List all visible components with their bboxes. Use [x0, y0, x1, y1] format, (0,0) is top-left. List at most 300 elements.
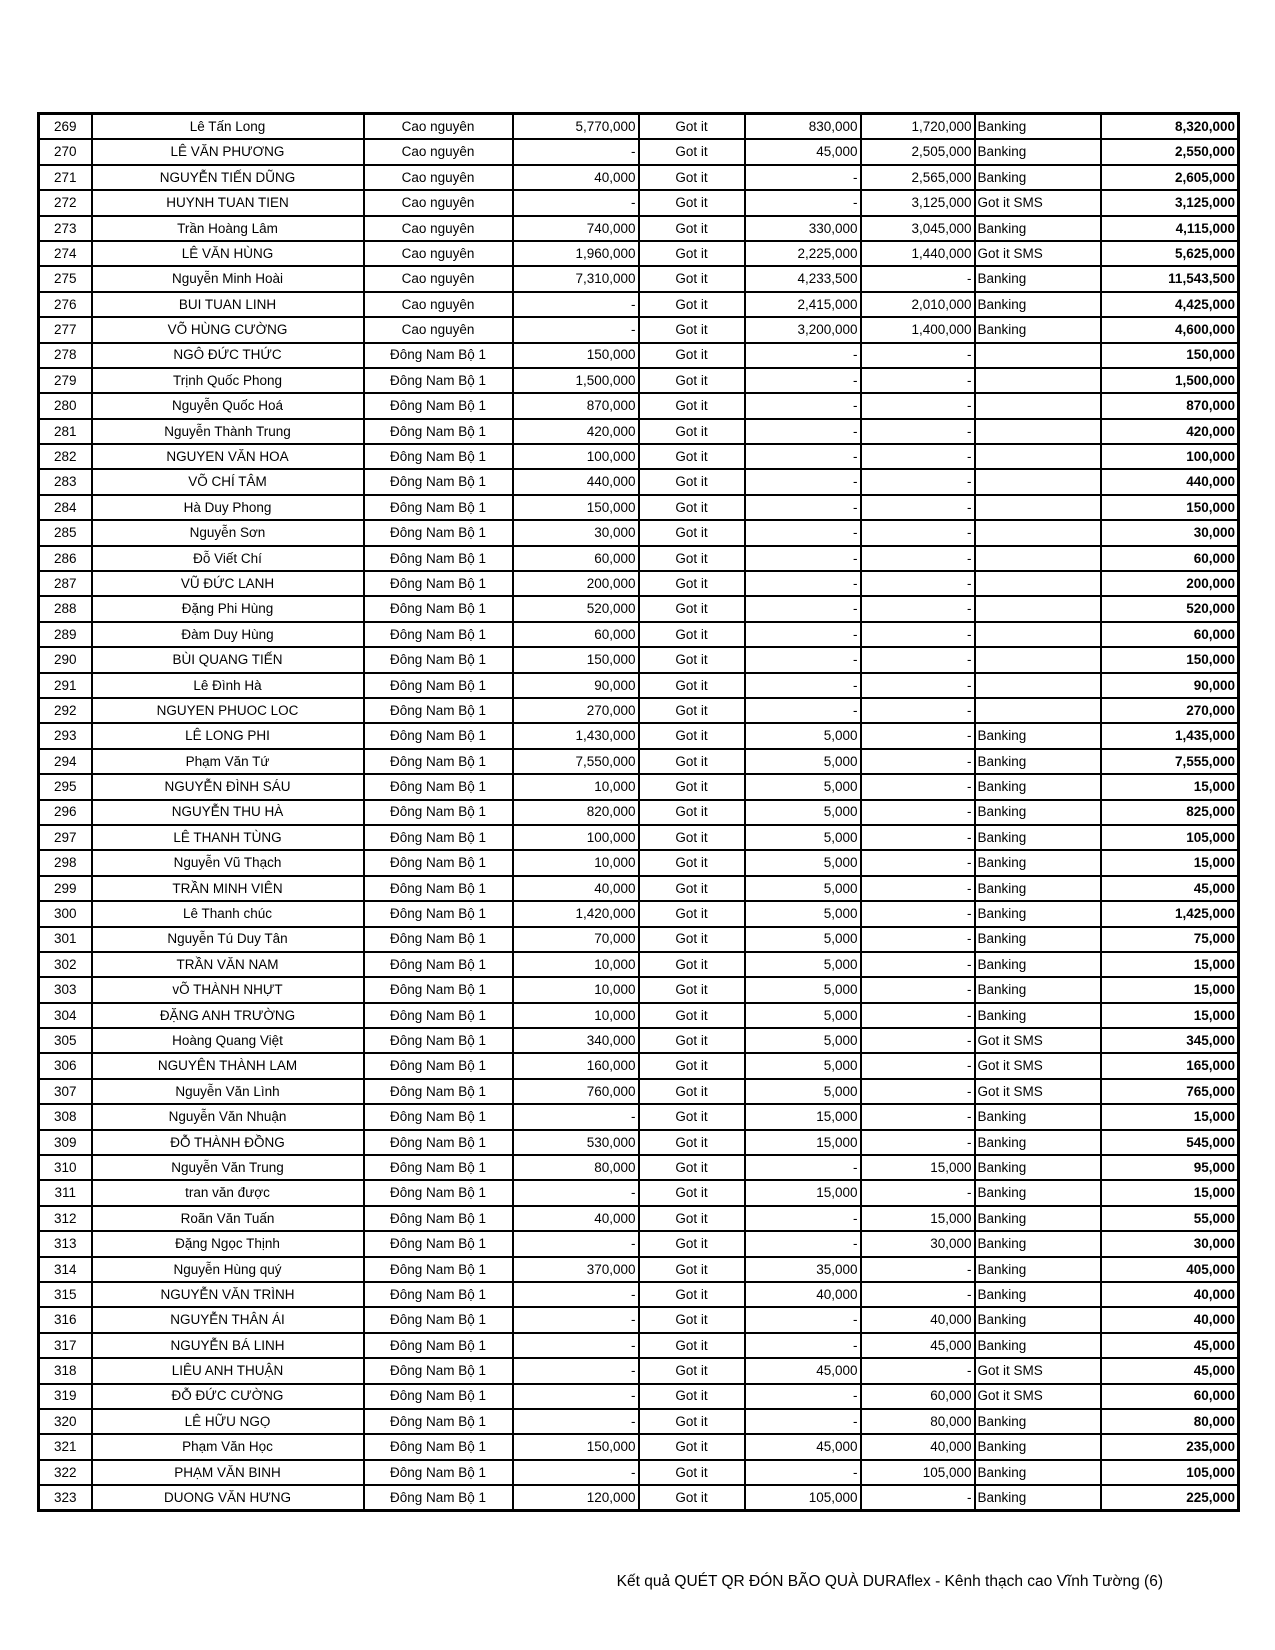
amount-3-cell: 3,045,000 — [861, 216, 975, 241]
total-cell: 270,000 — [1101, 698, 1239, 723]
total-cell: 45,000 — [1101, 1358, 1239, 1383]
channel-cell: Banking — [975, 1460, 1101, 1485]
status-cell: Got it — [639, 520, 745, 545]
channel-cell: Banking — [975, 1206, 1101, 1231]
amount-2-cell: 15,000 — [745, 1104, 861, 1129]
region-cell: Cao nguyên — [364, 317, 513, 342]
amount-3-cell: 1,400,000 — [861, 317, 975, 342]
region-cell: Đông Nam Bộ 1 — [364, 1003, 513, 1028]
amount-1-cell: 150,000 — [513, 647, 639, 672]
amount-1-cell: 80,000 — [513, 1155, 639, 1180]
channel-cell — [975, 393, 1101, 418]
amount-2-cell: 15,000 — [745, 1130, 861, 1155]
name-cell: TRẦN VĂN NAM — [92, 952, 364, 977]
amount-3-cell: - — [861, 444, 975, 469]
table-row — [39, 673, 1239, 698]
amount-3-cell: - — [861, 343, 975, 368]
status-cell: Got it — [639, 1333, 745, 1358]
amount-3-cell: - — [861, 952, 975, 977]
status-cell: Got it — [639, 1282, 745, 1307]
table-row — [39, 1231, 1239, 1256]
row-number-cell: 279 — [39, 368, 92, 393]
status-cell: Got it — [639, 317, 745, 342]
status-cell: Got it — [639, 368, 745, 393]
total-cell: 8,320,000 — [1101, 114, 1239, 140]
name-cell: NGUYÊN THÀNH LAM — [92, 1053, 364, 1078]
amount-3-cell: - — [861, 495, 975, 520]
channel-cell: Banking — [975, 1257, 1101, 1282]
row-number-cell: 314 — [39, 1257, 92, 1282]
table-row — [39, 546, 1239, 571]
status-cell: Got it — [639, 749, 745, 774]
total-cell: 765,000 — [1101, 1079, 1239, 1104]
name-cell: Nguyễn Vũ Thạch — [92, 850, 364, 875]
region-cell: Đông Nam Bộ 1 — [364, 927, 513, 952]
region-cell: Cao nguyên — [364, 190, 513, 215]
status-cell: Got it — [639, 292, 745, 317]
amount-3-cell: - — [861, 622, 975, 647]
channel-cell: Banking — [975, 1155, 1101, 1180]
amount-3-cell: - — [861, 368, 975, 393]
table-row — [39, 165, 1239, 190]
channel-cell: Banking — [975, 977, 1101, 1002]
status-cell: Got it — [639, 1434, 745, 1459]
status-cell: Got it — [639, 774, 745, 799]
channel-cell: Banking — [975, 317, 1101, 342]
row-number-cell: 288 — [39, 596, 92, 621]
table-row — [39, 1104, 1239, 1129]
region-cell: Đông Nam Bộ 1 — [364, 495, 513, 520]
name-cell: LÊ THANH TÙNG — [92, 825, 364, 850]
status-cell: Got it — [639, 1384, 745, 1409]
channel-cell: Got it SMS — [975, 1384, 1101, 1409]
amount-2-cell: - — [745, 622, 861, 647]
region-cell: Đông Nam Bộ 1 — [364, 546, 513, 571]
row-number-cell: 272 — [39, 190, 92, 215]
table-row — [39, 444, 1239, 469]
status-cell: Got it — [639, 1409, 745, 1434]
name-cell: Nguyễn Hùng quý — [92, 1257, 364, 1282]
amount-2-cell: 5,000 — [745, 927, 861, 952]
name-cell: Hà Duy Phong — [92, 495, 364, 520]
name-cell: DUONG VĂN HƯNG — [92, 1485, 364, 1511]
status-cell: Got it — [639, 216, 745, 241]
status-cell: Got it — [639, 1155, 745, 1180]
status-cell: Got it — [639, 673, 745, 698]
table-row — [39, 317, 1239, 342]
region-cell: Đông Nam Bộ 1 — [364, 1485, 513, 1511]
amount-2-cell: 830,000 — [745, 114, 861, 140]
amount-3-cell: 1,720,000 — [861, 114, 975, 140]
name-cell: tran văn được — [92, 1180, 364, 1205]
channel-cell: Banking — [975, 1003, 1101, 1028]
region-cell: Đông Nam Bộ 1 — [364, 774, 513, 799]
name-cell: NGUYEN VĂN HOA — [92, 444, 364, 469]
amount-1-cell: 740,000 — [513, 216, 639, 241]
amount-1-cell: 760,000 — [513, 1079, 639, 1104]
status-cell: Got it — [639, 1130, 745, 1155]
status-cell: Got it — [639, 1053, 745, 1078]
amount-3-cell: 80,000 — [861, 1409, 975, 1434]
row-number-cell: 302 — [39, 952, 92, 977]
name-cell: ĐẶNG ANH TRƯỜNG — [92, 1003, 364, 1028]
row-number-cell: 322 — [39, 1460, 92, 1485]
channel-cell: Banking — [975, 723, 1101, 748]
amount-3-cell: 45,000 — [861, 1333, 975, 1358]
channel-cell: Banking — [975, 139, 1101, 164]
total-cell: 15,000 — [1101, 850, 1239, 875]
amount-3-cell: 105,000 — [861, 1460, 975, 1485]
region-cell: Đông Nam Bộ 1 — [364, 1028, 513, 1053]
row-number-cell: 306 — [39, 1053, 92, 1078]
row-number-cell: 318 — [39, 1358, 92, 1383]
row-number-cell: 289 — [39, 622, 92, 647]
region-cell: Cao nguyên — [364, 139, 513, 164]
row-number-cell: 287 — [39, 571, 92, 596]
amount-1-cell: 10,000 — [513, 850, 639, 875]
amount-1-cell: - — [513, 1358, 639, 1383]
row-number-cell: 282 — [39, 444, 92, 469]
amount-2-cell: - — [745, 419, 861, 444]
region-cell: Đông Nam Bộ 1 — [364, 1384, 513, 1409]
name-cell: Nguyễn Quốc Hoá — [92, 393, 364, 418]
status-cell: Got it — [639, 977, 745, 1002]
row-number-cell: 321 — [39, 1434, 92, 1459]
amount-1-cell: - — [513, 190, 639, 215]
region-cell: Đông Nam Bộ 1 — [364, 901, 513, 926]
name-cell: Lê Đình Hà — [92, 673, 364, 698]
name-cell: vÕ THÀNH NHỰT — [92, 977, 364, 1002]
amount-2-cell: 45,000 — [745, 1434, 861, 1459]
table-row — [39, 850, 1239, 875]
name-cell: LÊ LONG PHI — [92, 723, 364, 748]
total-cell: 60,000 — [1101, 1384, 1239, 1409]
amount-3-cell: 40,000 — [861, 1307, 975, 1332]
table-row — [39, 800, 1239, 825]
name-cell: NGUYỄN BÁ LINH — [92, 1333, 364, 1358]
total-cell: 225,000 — [1101, 1485, 1239, 1511]
name-cell: Nguyễn Sơn — [92, 520, 364, 545]
table-row — [39, 139, 1239, 164]
name-cell: ĐỖ ĐỨC CƯỜNG — [92, 1384, 364, 1409]
amount-1-cell: 150,000 — [513, 343, 639, 368]
channel-cell — [975, 520, 1101, 545]
amount-1-cell: 100,000 — [513, 444, 639, 469]
amount-2-cell: 5,000 — [745, 800, 861, 825]
channel-cell: Banking — [975, 1333, 1101, 1358]
name-cell: PHẠM VĂN BINH — [92, 1460, 364, 1485]
channel-cell — [975, 673, 1101, 698]
amount-1-cell: 1,420,000 — [513, 901, 639, 926]
amount-3-cell: - — [861, 596, 975, 621]
amount-2-cell: - — [745, 546, 861, 571]
status-cell: Got it — [639, 139, 745, 164]
amount-2-cell: - — [745, 596, 861, 621]
name-cell: Nguyễn Thành Trung — [92, 419, 364, 444]
row-number-cell: 300 — [39, 901, 92, 926]
table-row — [39, 876, 1239, 901]
channel-cell: Banking — [975, 825, 1101, 850]
region-cell: Đông Nam Bộ 1 — [364, 1333, 513, 1358]
row-number-cell: 298 — [39, 850, 92, 875]
channel-cell: Banking — [975, 165, 1101, 190]
amount-1-cell: 160,000 — [513, 1053, 639, 1078]
region-cell: Đông Nam Bộ 1 — [364, 1307, 513, 1332]
total-cell: 75,000 — [1101, 927, 1239, 952]
amount-2-cell: - — [745, 698, 861, 723]
status-cell: Got it — [639, 1257, 745, 1282]
amount-1-cell: 870,000 — [513, 393, 639, 418]
amount-3-cell: - — [861, 419, 975, 444]
total-cell: 3,125,000 — [1101, 190, 1239, 215]
amount-1-cell: - — [513, 317, 639, 342]
name-cell: Nguyễn Tú Duy Tân — [92, 927, 364, 952]
channel-cell: Banking — [975, 774, 1101, 799]
table-row — [39, 571, 1239, 596]
total-cell: 545,000 — [1101, 1130, 1239, 1155]
amount-1-cell: 440,000 — [513, 469, 639, 494]
table-row — [39, 1079, 1239, 1104]
status-cell: Got it — [639, 1307, 745, 1332]
region-cell: Đông Nam Bộ 1 — [364, 850, 513, 875]
row-number-cell: 271 — [39, 165, 92, 190]
amount-3-cell: - — [861, 1282, 975, 1307]
amount-1-cell: 100,000 — [513, 825, 639, 850]
table-row — [39, 292, 1239, 317]
name-cell: LIÊU ANH THUẬN — [92, 1358, 364, 1383]
amount-2-cell: 5,000 — [745, 723, 861, 748]
status-cell: Got it — [639, 444, 745, 469]
amount-1-cell: - — [513, 1409, 639, 1434]
region-cell: Đông Nam Bộ 1 — [364, 444, 513, 469]
table-row — [39, 1384, 1239, 1409]
amount-1-cell: 60,000 — [513, 622, 639, 647]
amount-2-cell: 5,000 — [745, 977, 861, 1002]
amount-3-cell: - — [861, 698, 975, 723]
status-cell: Got it — [639, 1460, 745, 1485]
name-cell: Đàm Duy Hùng — [92, 622, 364, 647]
name-cell: VÕ HÙNG CƯỜNG — [92, 317, 364, 342]
total-cell: 11,543,500 — [1101, 266, 1239, 291]
row-number-cell: 278 — [39, 343, 92, 368]
total-cell: 150,000 — [1101, 495, 1239, 520]
table-row — [39, 469, 1239, 494]
amount-2-cell: 5,000 — [745, 1003, 861, 1028]
amount-3-cell: - — [861, 1053, 975, 1078]
amount-3-cell: - — [861, 1130, 975, 1155]
row-number-cell: 311 — [39, 1180, 92, 1205]
total-cell: 15,000 — [1101, 977, 1239, 1002]
total-cell: 15,000 — [1101, 774, 1239, 799]
amount-3-cell: - — [861, 266, 975, 291]
amount-3-cell: 40,000 — [861, 1434, 975, 1459]
name-cell: Trịnh Quốc Phong — [92, 368, 364, 393]
name-cell: HUYNH TUAN TIEN — [92, 190, 364, 215]
region-cell: Đông Nam Bộ 1 — [364, 749, 513, 774]
table-row — [39, 216, 1239, 241]
total-cell: 95,000 — [1101, 1155, 1239, 1180]
amount-2-cell: - — [745, 1333, 861, 1358]
amount-1-cell: - — [513, 1104, 639, 1129]
name-cell: Đặng Ngọc Thịnh — [92, 1231, 364, 1256]
amount-3-cell: 60,000 — [861, 1384, 975, 1409]
name-cell: ĐỖ THÀNH ĐỒNG — [92, 1130, 364, 1155]
channel-cell — [975, 495, 1101, 520]
amount-2-cell: - — [745, 1409, 861, 1434]
total-cell: 15,000 — [1101, 1104, 1239, 1129]
table-row — [39, 1282, 1239, 1307]
table-row — [39, 647, 1239, 672]
row-number-cell: 294 — [39, 749, 92, 774]
amount-1-cell: 1,500,000 — [513, 368, 639, 393]
amount-2-cell: - — [745, 190, 861, 215]
channel-cell — [975, 647, 1101, 672]
table-row — [39, 749, 1239, 774]
amount-2-cell: - — [745, 1460, 861, 1485]
table-row — [39, 1307, 1239, 1332]
amount-2-cell: 5,000 — [745, 1053, 861, 1078]
name-cell: BUI TUAN LINH — [92, 292, 364, 317]
total-cell: 420,000 — [1101, 419, 1239, 444]
amount-2-cell: 5,000 — [745, 1079, 861, 1104]
total-cell: 105,000 — [1101, 1460, 1239, 1485]
channel-cell — [975, 419, 1101, 444]
channel-cell: Banking — [975, 216, 1101, 241]
amount-2-cell: 2,225,000 — [745, 241, 861, 266]
amount-3-cell: 3,125,000 — [861, 190, 975, 215]
amount-2-cell: - — [745, 343, 861, 368]
table-row — [39, 596, 1239, 621]
status-cell: Got it — [639, 876, 745, 901]
amount-3-cell: - — [861, 546, 975, 571]
channel-cell: Banking — [975, 1231, 1101, 1256]
amount-1-cell: 90,000 — [513, 673, 639, 698]
channel-cell — [975, 343, 1101, 368]
total-cell: 235,000 — [1101, 1434, 1239, 1459]
name-cell: NGUYỄN THÂN ÁI — [92, 1307, 364, 1332]
amount-2-cell: 4,233,500 — [745, 266, 861, 291]
amount-1-cell: - — [513, 1231, 639, 1256]
region-cell: Đông Nam Bộ 1 — [364, 1358, 513, 1383]
amount-3-cell: - — [861, 1079, 975, 1104]
region-cell: Đông Nam Bộ 1 — [364, 1155, 513, 1180]
status-cell: Got it — [639, 723, 745, 748]
amount-1-cell: 60,000 — [513, 546, 639, 571]
row-number-cell: 303 — [39, 977, 92, 1002]
region-cell: Đông Nam Bộ 1 — [364, 1206, 513, 1231]
row-number-cell: 269 — [39, 114, 92, 140]
amount-3-cell: - — [861, 1257, 975, 1282]
status-cell: Got it — [639, 698, 745, 723]
total-cell: 15,000 — [1101, 1180, 1239, 1205]
name-cell: Roãn Văn Tuấn — [92, 1206, 364, 1231]
channel-cell — [975, 596, 1101, 621]
amount-1-cell: 40,000 — [513, 1206, 639, 1231]
amount-3-cell: 2,010,000 — [861, 292, 975, 317]
row-number-cell: 285 — [39, 520, 92, 545]
region-cell: Đông Nam Bộ 1 — [364, 1079, 513, 1104]
amount-3-cell: - — [861, 571, 975, 596]
amount-3-cell: - — [861, 1485, 975, 1511]
amount-1-cell: - — [513, 1282, 639, 1307]
amount-1-cell: 10,000 — [513, 1003, 639, 1028]
name-cell: Phạm Văn Tứ — [92, 749, 364, 774]
amount-1-cell: 520,000 — [513, 596, 639, 621]
amount-2-cell: - — [745, 520, 861, 545]
name-cell: NGUYỄN ĐÌNH SÁU — [92, 774, 364, 799]
status-cell: Got it — [639, 1231, 745, 1256]
amount-1-cell: 7,550,000 — [513, 749, 639, 774]
status-cell: Got it — [639, 825, 745, 850]
name-cell: VŨ ĐỨC LANH — [92, 571, 364, 596]
channel-cell: Got it SMS — [975, 241, 1101, 266]
status-cell: Got it — [639, 190, 745, 215]
amount-2-cell: 5,000 — [745, 901, 861, 926]
amount-3-cell: 2,565,000 — [861, 165, 975, 190]
table-row — [39, 1206, 1239, 1231]
row-number-cell: 309 — [39, 1130, 92, 1155]
amount-1-cell: - — [513, 139, 639, 164]
amount-3-cell: - — [861, 749, 975, 774]
row-number-cell: 304 — [39, 1003, 92, 1028]
channel-cell: Banking — [975, 850, 1101, 875]
amount-1-cell: 40,000 — [513, 876, 639, 901]
region-cell: Đông Nam Bộ 1 — [364, 469, 513, 494]
region-cell: Cao nguyên — [364, 266, 513, 291]
name-cell: Hoàng Quang Việt — [92, 1028, 364, 1053]
total-cell: 4,425,000 — [1101, 292, 1239, 317]
table-row — [39, 977, 1239, 1002]
region-cell: Cao nguyên — [364, 216, 513, 241]
region-cell: Đông Nam Bộ 1 — [364, 368, 513, 393]
table-row — [39, 393, 1239, 418]
status-cell: Got it — [639, 1180, 745, 1205]
amount-1-cell: 150,000 — [513, 1434, 639, 1459]
amount-2-cell: - — [745, 571, 861, 596]
table-row — [39, 1028, 1239, 1053]
region-cell: Cao nguyên — [364, 165, 513, 190]
amount-2-cell: - — [745, 469, 861, 494]
total-cell: 825,000 — [1101, 800, 1239, 825]
amount-2-cell: 5,000 — [745, 952, 861, 977]
amount-1-cell: 370,000 — [513, 1257, 639, 1282]
footer-caption: Kết quả QUÉT QR ĐÓN BÃO QUÀ DURAflex - Kênh thạch cao Vĩnh Tường (6) — [616, 1573, 1163, 1590]
table-row — [39, 825, 1239, 850]
row-number-cell: 310 — [39, 1155, 92, 1180]
channel-cell: Got it SMS — [975, 1358, 1101, 1383]
total-cell: 4,600,000 — [1101, 317, 1239, 342]
region-cell: Đông Nam Bộ 1 — [364, 723, 513, 748]
row-number-cell: 299 — [39, 876, 92, 901]
amount-3-cell: - — [861, 469, 975, 494]
total-cell: 5,625,000 — [1101, 241, 1239, 266]
region-cell: Đông Nam Bộ 1 — [364, 571, 513, 596]
name-cell: LÊ VĂN PHƯƠNG — [92, 139, 364, 164]
amount-3-cell: 15,000 — [861, 1206, 975, 1231]
region-cell: Đông Nam Bộ 1 — [364, 622, 513, 647]
status-cell: Got it — [639, 596, 745, 621]
amount-1-cell: - — [513, 1307, 639, 1332]
status-cell: Got it — [639, 469, 745, 494]
amount-3-cell: - — [861, 927, 975, 952]
table-row — [39, 495, 1239, 520]
amount-2-cell: - — [745, 647, 861, 672]
table-row — [39, 368, 1239, 393]
region-cell: Đông Nam Bộ 1 — [364, 977, 513, 1002]
table-row — [39, 698, 1239, 723]
total-cell: 30,000 — [1101, 1231, 1239, 1256]
table-row — [39, 1434, 1239, 1459]
